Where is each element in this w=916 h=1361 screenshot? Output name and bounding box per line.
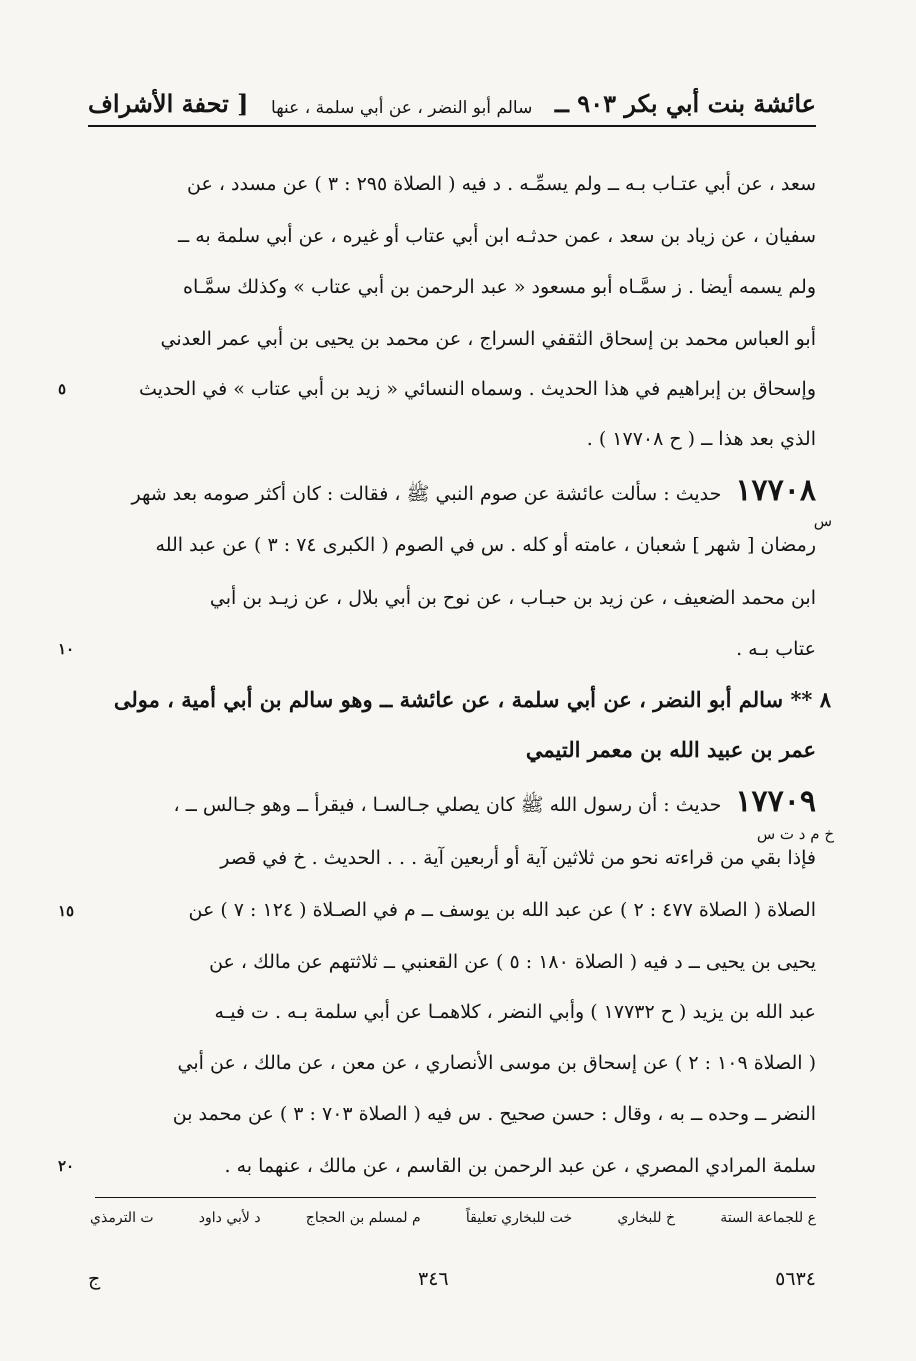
line-number: ٥ (58, 380, 67, 398)
source-sigil: خ م د ت س (756, 825, 834, 843)
header-title: عائشة بنت أبي بكر ٩٠٣ ــ (554, 89, 816, 118)
hadith-text: حديث : سألت عائشة عن صوم النبي ﷺ ، فقالت : كان أكثر صومه بعد شهر (131, 483, 722, 505)
line-number: ١٠ (58, 640, 75, 658)
abbreviation-key (90, 1210, 816, 1226)
text-line: سلمة المرادي المصري ، عن عبد الرحمن بن القاسم ، عن مالك ، عنهما به . (224, 1155, 816, 1177)
section-title-cont: عمر بن عبيد الله بن معمر التيمي (525, 737, 816, 762)
hadith-entry-17709 (95, 784, 816, 820)
footnote-item: ت الترمذي (90, 1210, 154, 1226)
footnote-item: د لأبي داود (198, 1210, 261, 1226)
hadith-number: ١٧٧٠٨ (735, 473, 816, 508)
page-number: ٣٤٦ (418, 1268, 449, 1290)
section-title: سالم أبو النضر ، عن أبي سلمة ، عن عائشة ــ وهو سالم بن أبي أمية ، مولى (113, 687, 784, 712)
header-subtitle: سالم أبو النضر ، عن أبي سلمة ، عنها (271, 98, 533, 118)
text-line: ( الصلاة ١٠٩ : ٢ ) عن إسحاق بن موسى الأنصاري ، عن معن ، عن مالك ، عن أبي (177, 1052, 816, 1074)
text-line: يحيى بن يحيى ــ د فيه ( الصلاة ١٨٠ : ٥ ) عن القعنبي ــ ثلاثتهم عن مالك ، عن (209, 951, 816, 973)
text-line: رمضان [ شهر ] شعبان ، عامته أو كله . س في الصوم ( الكبرى ٧٤ : ٣ ) عن عبد الله (155, 534, 816, 556)
text-line: الصلاة ( الصلاة ٤٧٧ : ٢ ) عن عبد الله بن يوسف ــ م في الصـلاة ( ١٢٤ : ٧ ) عن (188, 899, 816, 921)
section-heading (95, 685, 831, 715)
text-line: عبد الله بن يزيد ( ح ١٧٧٣٢ ) وأبي النضر ، كلاهمـا عن أبي سلمة بـه . ت فيـه (214, 1001, 816, 1023)
text-line: أبو العباس محمد بن إسحاق الثقفي السراج ، عن محمد بن يحيى بن أبي عمر العدني (160, 328, 816, 350)
footnote-item: م لمسلم بن الحجاج (305, 1210, 421, 1226)
hadith-text: حديث : أن رسول الله ﷺ كان يصلي جـالسـا ، فيقرأ ــ وهو جـالس ــ ، (173, 794, 722, 816)
text-line: ابن محمد الضعيف ، عن زيد بن حبـاب ، عن نوح بن أبي بلال ، عن زيـد بن أبي (209, 587, 816, 609)
text-line: النضر ــ وحده ــ به ، وقال : حسن صحيح . س فيه ( الصلاة ٧٠٣ : ٣ ) عن محمد بن (172, 1103, 816, 1125)
footnote-rule (95, 1197, 816, 1198)
line-number: ٢٠ (58, 1157, 75, 1175)
footnote-item: خ للبخاري (617, 1210, 676, 1226)
section-marker: ٨ ** (790, 687, 831, 712)
text-line: سعد ، عن أبي عتـاب بـه ــ ولم يسمِّـه . د فيه ( الصلاة ٢٩٥ : ٣ ) عن مسدد ، عن (186, 173, 816, 195)
text-line: سفيان ، عن زياد بن سعد ، عمن حدثـه ابن أبي عتاب أو غيره ، عن أبي سلمة به ــ (178, 225, 816, 247)
hadith-entry-17708 (95, 473, 816, 509)
running-header (88, 78, 816, 118)
entry-index: ٥٦٣٤ (775, 1268, 816, 1290)
header-book-title: [ تحفة الأشراف (88, 89, 249, 118)
text-line: عتاب بـه . (736, 638, 816, 660)
source-sigil: س (813, 512, 832, 530)
text-line: الذي بعد هذا ــ ( ح ١٧٧٠٨ ) . (586, 428, 816, 450)
page-footer (88, 1268, 816, 1298)
footnote-item: خت للبخاري تعليقاً (465, 1210, 573, 1226)
text-line: فإذا بقي من قراءته نحو من ثلاثين آية أو أربعين آية . . . الحديث . خ في قصر (220, 847, 816, 869)
line-number: ١٥ (58, 902, 75, 920)
header-rule (88, 125, 816, 127)
volume-letter: ج (88, 1268, 101, 1290)
text-line: ولم يسمه أيضا . ز سمَّـاه أبو مسعود « عبد الرحمن بن أبي عتاب » وكذلك سمَّـاه (182, 276, 816, 298)
text-line: وإسحاق بن إبراهيم في هذا الحديث . وسماه النسائي « زيد بن أبي عتاب » في الحديث (138, 378, 816, 400)
hadith-number: ١٧٧٠٩ (735, 784, 816, 819)
footnote-item: ع للجماعة الستة (720, 1210, 816, 1226)
